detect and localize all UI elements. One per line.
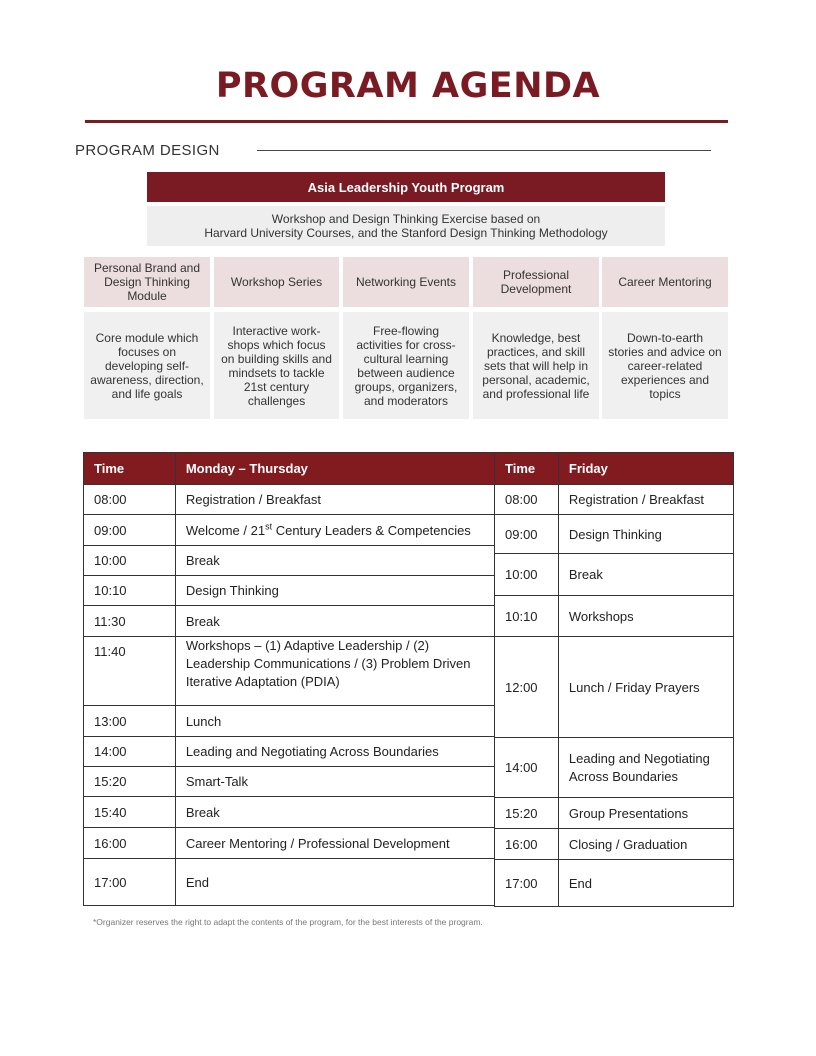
time-cell: 10:00 [84,546,176,576]
program-name: Asia Leadership Youth Program [147,172,665,202]
activity-cell: Smart-Talk [175,767,494,797]
module-desc-personal-brand: Core module which focuses on developing self-awareness, direction, and life goals [84,312,210,419]
table-row [495,596,734,637]
activity-cell: Registration / Breakfast [175,485,494,515]
time-cell: 15:20 [84,767,176,797]
activity-cell: Workshops – (1) Adaptive Leadership / (2) Leadership Communications / (3) Problem Driven Iterative Adaptation (PDIA) [175,637,494,706]
table-row [495,798,734,829]
time-cell: 17:00 [84,859,176,906]
activity-cell: Design Thinking [175,576,494,606]
table-row [84,797,495,828]
table-header-row [84,453,495,485]
activity-cell: Leading and Negotiating Across Boundaries [175,737,494,767]
time-cell: 09:00 [495,515,559,554]
time-cell: 10:00 [495,554,559,596]
module-desc-career-mentoring: Down-to-earth stories and advice on career-related experiences and topics [602,312,728,419]
table-row [84,828,495,859]
activity-text: Century Leaders & Competencies [272,522,471,538]
section-divider [257,150,711,151]
table-row [495,637,734,738]
time-cell: 11:30 [84,606,176,637]
table-row [84,737,495,767]
activity-cell: Closing / Graduation [558,829,733,860]
table-row [84,606,495,637]
activity-cell: Leading and Negotiating Across Boundaries [558,738,733,798]
activity-cell: Design Thinking [558,515,733,554]
module-title-workshop-series: Workshop Series [214,257,339,307]
ordinal-suffix: st [265,521,273,532]
activity-cell: Break [175,546,494,576]
day-header: Friday [558,453,733,485]
time-header: Time [84,453,176,485]
activity-cell: Break [558,554,733,596]
program-description [147,206,665,246]
module-title-professional-development: Professional Development [473,257,599,307]
table-row [495,515,734,554]
day-header: Monday – Thursday [175,453,494,485]
activity-cell: End [175,859,494,906]
time-cell: 12:00 [495,637,559,738]
program-description-line1: Workshop and Design Thinking Exercise based on [271,212,541,226]
table-row [84,515,495,546]
table-row [84,859,495,906]
page-title: PROGRAM AGENDA [215,66,601,106]
time-cell: 13:00 [84,706,176,737]
time-cell: 16:00 [495,829,559,860]
time-cell: 11:40 [84,637,176,706]
time-header: Time [495,453,559,485]
table-row [84,576,495,606]
schedule-friday [494,452,734,907]
activity-cell: Lunch [175,706,494,737]
activity-cell: Registration / Breakfast [558,485,733,515]
table-row [495,485,734,515]
table-row [84,546,495,576]
footnote: *Organizer reserves the right to adapt the contents of the program, for the best interests of the program. [93,917,483,927]
activity-cell: Break [175,606,494,637]
time-cell: 09:00 [84,515,176,546]
time-cell: 15:40 [84,797,176,828]
title-divider [85,120,728,123]
table-row [495,860,734,907]
time-cell: 15:20 [495,798,559,829]
activity-cell: Break [175,797,494,828]
program-description-line2: Harvard University Courses, and the Stanford Design Thinking Methodology [204,226,608,240]
time-cell: 10:10 [84,576,176,606]
module-desc-workshop-series: Interactive work-shops which focus on building skills and mindsets to tackle 21st century challenges [214,312,339,419]
module-title-personal-brand: Personal Brand and Design Thinking Module [84,257,210,307]
table-row [495,554,734,596]
table-row [84,706,495,737]
activity-cell [175,515,494,546]
time-cell: 14:00 [495,738,559,798]
activity-cell: Career Mentoring / Professional Development [175,828,494,859]
activity-cell: Group Presentations [558,798,733,829]
section-label: PROGRAM DESIGN [75,142,220,159]
module-title-networking-events: Networking Events [343,257,469,307]
module-desc-professional-development: Knowledge, best practices, and skill sets that will help in personal, academic, and professional life [473,312,599,419]
time-cell: 17:00 [495,860,559,907]
module-title-career-mentoring: Career Mentoring [602,257,728,307]
activity-text: Welcome / 21 [185,522,266,538]
table-row [84,637,495,706]
table-row [84,485,495,515]
activity-cell: Workshops [558,596,733,637]
activity-cell: Lunch / Friday Prayers [558,637,733,738]
table-row [495,738,734,798]
activity-cell: End [558,860,733,907]
time-cell: 08:00 [84,485,176,515]
time-cell: 16:00 [84,828,176,859]
table-header-row [495,453,734,485]
time-cell: 14:00 [84,737,176,767]
module-desc-networking-events: Free-flowing activities for cross-cultural learning between audience groups, organizers, and moderators [343,312,469,419]
time-cell: 08:00 [495,485,559,515]
time-cell: 10:10 [495,596,559,637]
table-row [84,767,495,797]
table-row [495,829,734,860]
schedule-monday-thursday [83,452,495,906]
